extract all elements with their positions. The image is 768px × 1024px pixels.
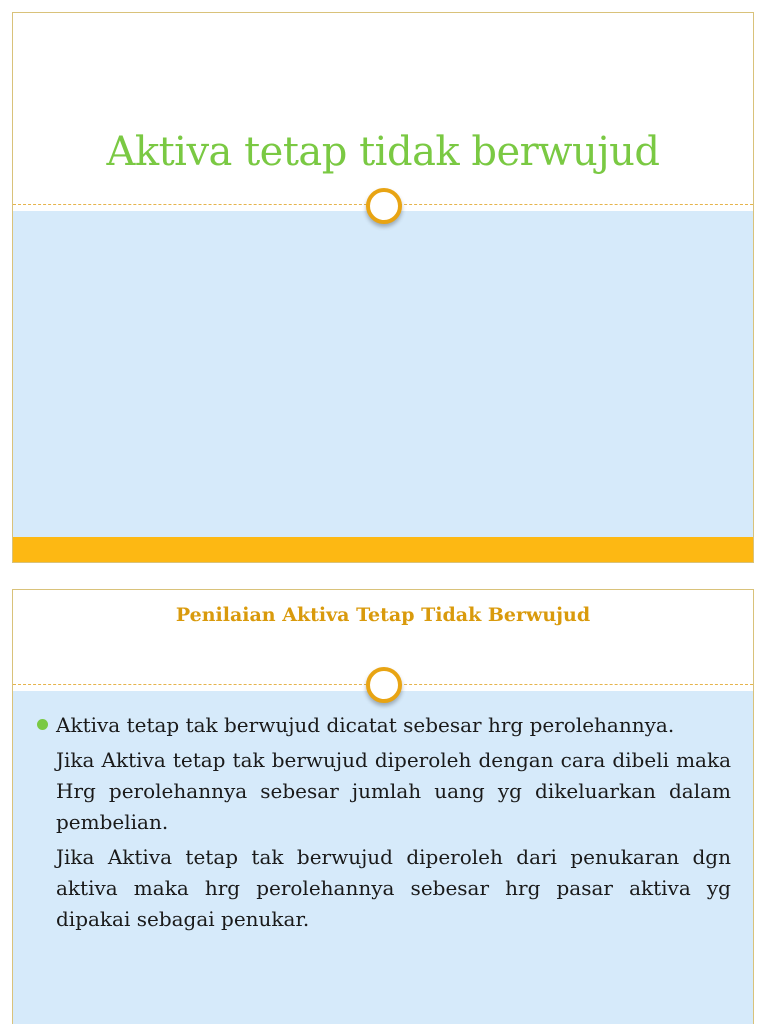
bullet-dot-icon (37, 719, 48, 730)
footer-accent-bar (13, 537, 753, 563)
paragraph: Aktiva tetap tak berwujud dicatat sebesar hrg perolehannya. (56, 713, 675, 737)
paragraph: Jika Aktiva tetap tak berwujud diperoleh dari penukaran dgn aktiva maka hrg perolehannya sebesar hrg pasar aktiva yg dipakai sebagai penukar. (56, 845, 731, 931)
slide-heading: Penilaian Aktiva Tetap Tidak Berwujud (175, 604, 591, 626)
ring-ornament-icon (366, 667, 402, 703)
body-text (56, 710, 731, 939)
title-slide (12, 12, 754, 563)
slide-title: Aktiva tetap tidak berwujud (106, 129, 660, 175)
content-slide (12, 589, 754, 1024)
paragraph: Jika Aktiva tetap tak berwujud diperoleh dengan cara dibeli maka Hrg perolehannya sebesar jumlah uang yg dikeluarkan dalam pembelian. (56, 748, 731, 834)
ring-ornament-icon (366, 188, 402, 224)
content-panel (13, 211, 753, 537)
